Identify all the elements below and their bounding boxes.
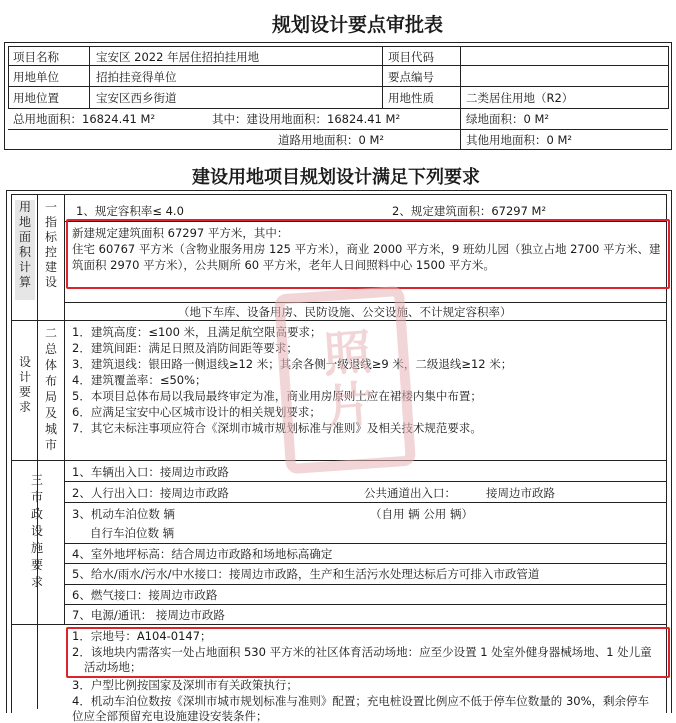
- land-side-label: 用 地 面 积 计 算: [18, 200, 31, 289]
- highlight-box-gfa: [66, 219, 670, 289]
- green-area: 绿地面积：0 M²: [466, 112, 550, 126]
- gfa-detail-line3: 筑面积 2970 平方米），公共厕所 60 平方米，老年人日间照料中心 1500 平方米。: [72, 258, 495, 272]
- highlight-box-sports-field: [66, 627, 670, 678]
- watermark-stamp: [274, 286, 416, 475]
- far-exclusion-note: （地下车库、设备用房、民防设施、公交设施、不计规定容积率）: [178, 305, 512, 319]
- public-passage-label: 公共通道出入口：: [364, 486, 456, 500]
- gfa-requirement: 2、规定建筑面积：67297 M²: [392, 204, 547, 218]
- document-title: 规划设计要点审批表: [272, 14, 444, 36]
- vehicle-entry: 1、车辆出入口：接周边市政路: [72, 465, 229, 479]
- land-nature-value: 二类居住用地（R2）: [466, 91, 574, 105]
- motor-parking-note: （自用 辆 公用 辆）: [370, 507, 473, 521]
- public-passage-value: 接周边市政路: [486, 486, 555, 500]
- land-unit-value: 招拍挂竞得单位: [96, 70, 177, 84]
- gfa-detail-line1: 新建规定建筑面积 67297 平方米，其中：: [72, 226, 289, 240]
- other-item-3: 3．户型比例按国家及深圳市有关政策执行；: [72, 678, 298, 692]
- land-nature-label: 用地性质: [388, 91, 434, 105]
- design-item-7: 7．其它未标注事项应符合《深圳市城市规划标准与准则》及相关技术规范要求。: [72, 421, 482, 435]
- design-item-3: 3．建筑退线：银田路一侧退线≥12 米；其余各侧一级退线≥9 米，二级退线≥12 米；: [72, 357, 513, 371]
- road-area: 道路用地面积：0 M²: [278, 133, 385, 147]
- land-sub-label: 一 指 标 控 建 设: [44, 200, 57, 289]
- watermark-text: 照片: [312, 326, 377, 434]
- other-area: 其他用地面积：0 M²: [466, 133, 573, 147]
- gas-interface: 6、燃气接口：接周边市政路: [72, 588, 218, 602]
- project-code-label: 项目代码: [388, 50, 434, 64]
- project-name-label: 项目名称: [13, 50, 59, 64]
- build-area: 其中：建设用地面积：16824.41 M²: [212, 112, 401, 126]
- location-label: 用地位置: [13, 91, 59, 105]
- water-interface: 5、给水/雨水/污水/中水接口：接周边市政路，生产和生活污水处理达标后方可排入市政管道: [72, 567, 540, 581]
- far-requirement: 1、规定容积率≤ 4.0: [76, 204, 184, 218]
- design-item-4: 4．建筑覆盖率：≤50%；: [72, 373, 207, 387]
- other-item-4-line2: 位应全部预留充电设施建设安装条件；: [72, 709, 268, 723]
- municipal-side-label: 三 市 政 设 施 要 求: [30, 473, 43, 589]
- land-unit-label: 用地单位: [13, 70, 59, 84]
- design-item-2: 2．建筑间距：满足日照及消防间距等要求；: [72, 341, 298, 355]
- other-item-2-line2: 活动场地；: [84, 660, 142, 674]
- power-interface: 7、电源/通讯： 接周边市政路: [72, 608, 225, 622]
- location-value: 宝安区西乡街道: [96, 91, 177, 105]
- design-item-1: 1．建筑高度：≤100 米，且满足航空限高要求；: [72, 325, 322, 339]
- motor-parking: 3、机动车泊位数 辆: [72, 507, 175, 521]
- other-item-1: 1．宗地号：A104-0147；: [72, 629, 212, 643]
- pedestrian-entry: 2、人行出入口：接周边市政路: [72, 486, 229, 500]
- ground-elevation: 4、室外地坪标高：结合周边市政路和场地标高确定: [72, 547, 333, 561]
- header-table: [0, 0, 676, 150]
- point-no-label: 要点编号: [388, 70, 434, 84]
- gfa-detail-line2: 住宅 60767 平方米（含物业服务用房 125 平方米），商业 2000 平方米，9 班幼儿园（独立占地 2700 平方米、建: [72, 242, 661, 256]
- design-item-5: 5．本项目总体布局以我局最终审定为准，商业用房原则上应在裙楼内集中布置；: [72, 389, 482, 403]
- bike-parking: 自行车泊位数 辆: [90, 526, 175, 540]
- project-name-value: 宝安区 2022 年居住招拍挂用地: [96, 50, 260, 64]
- other-item-4-line1: 4．机动车泊位数按《深圳市城市规划标准与准则》配置；充电桩设置比例应不低于停车位数量的 30%，剩余停车: [72, 694, 650, 708]
- design-item-6: 6．应满足宝安中心区城市设计的相关规划要求；: [72, 405, 321, 419]
- other-item-2-line1: 2．该地块内需落实一处占地面积 530 平方米的社区体育活动场地：应至少设置 1 处室外健身器械场地、1 处儿童: [72, 645, 652, 659]
- design-side-label: 设 计 要 求: [18, 355, 31, 414]
- section-title: 建设用地项目规划设计满足下列要求: [192, 167, 480, 188]
- design-sub-label: 二 总 体 布 局 及 城 市: [44, 326, 57, 452]
- total-area: 总用地面积：16824.41 M²: [13, 112, 156, 126]
